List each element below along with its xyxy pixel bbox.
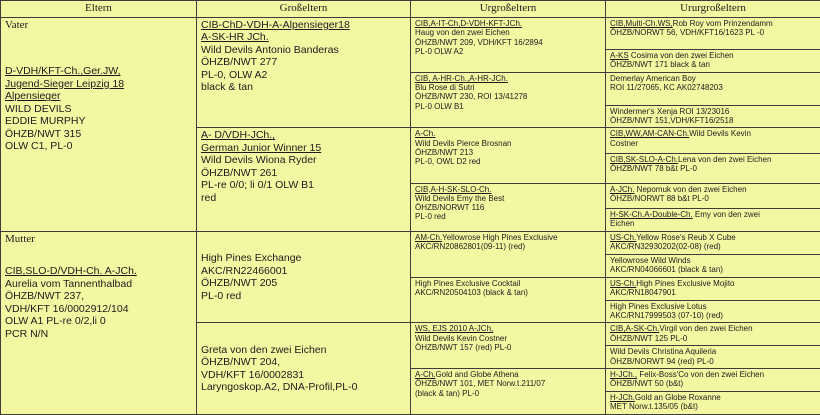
great-great-grandparent-cell — [606, 369, 820, 392]
title-line: CIB-ChD-VDH-A-Alpensieger18 — [201, 18, 350, 31]
dog-name: Emy von den zwei — [692, 209, 760, 219]
title-line — [610, 393, 816, 402]
title-line — [415, 233, 601, 242]
info-line: ÖHZB/NWT 315 — [5, 127, 82, 140]
info-line: ÖHZB/NWT 230, ROI 13/41278 — [415, 92, 528, 102]
dog-name: Rob Roy vom Prinzendamm — [672, 18, 773, 28]
dog-name: Wild Devils Kevin — [689, 129, 751, 139]
info-line: PL-0 OLW A2 — [415, 46, 464, 56]
info-line: MET Norw.t.135/05 (b&t) — [610, 402, 698, 412]
info-line: ÖHZB/NWT 157 (red) PL-0 — [415, 342, 512, 352]
title-prefix: CIB, A-HR-Ch.,A-HR-JCh. — [415, 73, 508, 83]
header-urgrosseltern: Urgroßeltern — [411, 1, 606, 18]
info-line: PL-0 OLW B1 — [415, 101, 464, 111]
title-line — [610, 324, 816, 333]
info-line: AKC/RN17999503 (07-10) (red) — [610, 310, 723, 320]
info-line: ÖHZB/NWT 50 (b&t) — [610, 379, 684, 389]
title-line — [610, 279, 816, 288]
info-line: ÖHZB/NORWT 88 b&t PL-0 — [610, 193, 709, 203]
info-line: Demerlay American Boy — [610, 73, 696, 83]
info-line: Wild Devils Antonio Banderas — [201, 43, 339, 56]
great-great-grandparent-cell — [606, 128, 820, 153]
grandparent-cell — [197, 231, 411, 323]
info-line: ÖHZB/NWT 237, — [5, 290, 85, 303]
info-line: WILD DEVILS — [5, 102, 72, 115]
title-line: Jugend-Sieger Leipzig 18 — [5, 77, 125, 90]
title-line — [610, 129, 816, 138]
great-great-grandparent-cell — [606, 254, 820, 277]
grandparent-cell — [197, 323, 411, 415]
info-line: Wild Devils Emy the Best — [415, 193, 505, 203]
title-line — [415, 129, 601, 138]
info-line: Costner — [610, 138, 639, 148]
info-line: High Pines Exclusive Lotus — [610, 301, 707, 311]
info-line: PL-0, OLW A2 — [201, 68, 268, 81]
header-ururgrosseltern: Ururgroßeltern — [606, 1, 820, 18]
father-cell — [1, 17, 197, 231]
info-line: ÖHZB/NWT 277 — [201, 56, 278, 69]
title-line — [415, 74, 601, 83]
great-grandparent-cell — [411, 277, 606, 323]
title-line — [610, 19, 816, 28]
title-prefix: A-Ch. — [415, 370, 436, 380]
great-great-grandparent-cell — [606, 183, 820, 208]
info-line: OLW A1 PL-re 0/2,li 0 — [5, 315, 106, 328]
info-line: Wild Devils Christina Aquileria — [610, 347, 717, 357]
great-grandparent-cell — [411, 231, 606, 277]
great-grandparent-cell — [411, 323, 606, 369]
title-prefix: CIB,A-H-SK-SLO-Ch. — [415, 184, 492, 194]
info-line: ÖHZB/NWT 213 — [415, 147, 474, 157]
info-line: VDH/KFT 16/0002912/104 — [5, 302, 129, 315]
title-line — [415, 324, 601, 333]
title-line: CIB,SLO-D/VDH-Ch. A-JCh. — [5, 265, 137, 278]
dog-name: Felix-Boss'Co von den zwei Eichen — [637, 370, 765, 380]
info-line: High Pines Exchange — [201, 252, 302, 265]
header-eltern: Eltern — [1, 1, 197, 18]
title-line: D-VDH/KFT-Ch.,Ger.JW, — [5, 65, 121, 78]
info-line: VDH/KFT 16/0002831 — [201, 368, 305, 381]
title-prefix: WS, EJS 2010 A-JCh, — [415, 324, 494, 334]
mother-label: Mutter — [5, 232, 35, 245]
great-great-grandparent-cell — [606, 277, 820, 300]
dog-name: Lena von den zwei Eichen — [678, 154, 772, 164]
info-line: ÖHZB/NWT 204, — [201, 356, 281, 369]
great-grandparent-cell — [411, 72, 606, 128]
great-grandparent-cell — [411, 128, 606, 183]
title-prefix: A-Ch. — [415, 129, 436, 139]
info-line: Windermer's Xenja ROI 13/23016 — [610, 106, 730, 116]
title-line — [415, 185, 601, 194]
title-line — [610, 51, 816, 60]
info-line: PL-0 red — [201, 289, 242, 302]
info-line: Yellowrose Wild Winds — [610, 255, 691, 265]
title-line — [610, 185, 816, 194]
info-line: (black & tan) PL-0 — [415, 388, 480, 398]
info-line: ÖHZB/NORWT 116 — [415, 203, 485, 213]
header-row — [1, 1, 820, 18]
title-line — [610, 155, 816, 164]
dog-name: Nepomuk von den zwei Eichen — [634, 184, 747, 194]
info-line: ROI 11/27065, KC AK02748203 — [610, 82, 723, 92]
info-line: ÖHZB/NWT 151,VDH/KFT16/2518 — [610, 115, 734, 125]
info-line: red — [201, 191, 217, 204]
great-great-grandparent-cell — [606, 105, 820, 128]
header-grosseltern: Großeltern — [197, 1, 411, 18]
dog-name: Gold an Globe Roxanne — [634, 393, 721, 403]
dog-name: Virgil von den zwei Eichen — [659, 324, 753, 334]
title-prefix: H-JCh., — [610, 370, 638, 380]
info-line: OLW C1, PL-0 — [5, 140, 73, 153]
grandparent-cell — [197, 128, 411, 231]
title-line: A-SK-HR JCh. — [201, 31, 269, 44]
dog-name: Gold and Globe Athena — [435, 370, 519, 380]
info-line: ÖHZB/NWT 209, VDH/KFT 16/2894 — [415, 37, 543, 47]
info-line: ÖHZB/NWT 101, MET Norw.t.211/07 — [415, 379, 546, 389]
title-prefix: A-KS — [610, 50, 629, 60]
title-prefix: CIB,WW,AM-CAN-Ch. — [610, 129, 690, 139]
info-line: Wild Devils Pierce Brosnan — [415, 138, 512, 148]
info-line: Aurelia vom Tannenthalbad — [5, 277, 133, 290]
title-prefix: US-Ch. — [610, 278, 637, 288]
dog-name: Yellow Rose's Reub X Cube — [636, 232, 736, 242]
info-line: ÖHZB/NWT 205 — [201, 277, 278, 290]
title-prefix: CIB,A-IT-Ch,D-VDH-KFT-JCh. — [415, 18, 523, 28]
info-line: PL-0, OWL D2 red — [415, 157, 481, 167]
title-line — [610, 370, 816, 379]
title-line — [610, 210, 816, 219]
info-line: High Pines Exclusive Cocktail — [415, 278, 521, 288]
info-line: EDDIE MURPHY — [5, 115, 86, 128]
info-line: PL-re 0/0; li 0/1 OLW B1 — [201, 179, 315, 192]
great-great-grandparent-cell — [606, 231, 820, 254]
great-great-grandparent-cell — [606, 17, 820, 49]
info-line: Wild Devils Kevin Costner — [415, 333, 508, 343]
great-grandparent-cell — [411, 17, 606, 72]
info-line: AKC/RN32930202(02-08) (red) — [610, 242, 721, 252]
info-line: Blu Rose di Sutri — [415, 82, 475, 92]
title-line: A- D/VDH-JCh., — [201, 129, 276, 142]
title-prefix: A-JCh. — [610, 184, 635, 194]
great-grandparent-cell — [411, 369, 606, 415]
info-line: ÖHZB/NWT 171 black & tan — [610, 60, 710, 70]
info-line: ÖHZB/NWT 125 PL-0 — [610, 333, 688, 343]
great-great-grandparent-cell — [606, 49, 820, 72]
title-prefix: CIB,A-SK-Ch. — [610, 324, 660, 334]
info-line: AKC/RN18047901 — [610, 287, 676, 297]
great-great-grandparent-cell — [606, 323, 820, 346]
great-great-grandparent-cell — [606, 346, 820, 369]
title-prefix: CIB,Multi-Ch.WS, — [610, 18, 673, 28]
great-great-grandparent-cell — [606, 72, 820, 105]
title-prefix: H-JCh. — [610, 393, 635, 403]
info-line: Greta von den zwei Eichen — [201, 343, 327, 356]
great-great-grandparent-cell — [606, 300, 820, 323]
info-line: ÖHZB/NORWT 56, VDH/KFT16/1623 PL -0 — [610, 28, 765, 38]
info-line: PL-0 red — [415, 212, 446, 222]
info-line: AKC/RN20862801(09-11) (red) — [415, 242, 526, 252]
dog-name: Yellowrose High Pines Exclusive — [442, 232, 558, 242]
great-great-grandparent-cell — [606, 153, 820, 183]
dog-name: High Pines Exclusive Mojito — [636, 278, 735, 288]
info-line: PCR N/N — [5, 327, 49, 340]
father-label: Vater — [5, 18, 29, 31]
info-line: Wild Devils Wiona Ryder — [201, 154, 317, 167]
info-line: black & tan — [201, 81, 253, 94]
title-prefix: CIB,SK-SLO-A-Ch. — [610, 154, 679, 164]
title-prefix: AM-Ch. — [415, 232, 443, 242]
grandparent-cell — [197, 17, 411, 127]
title-line: Alpensieger — [5, 90, 61, 103]
title-line — [415, 19, 601, 28]
title-line — [415, 370, 601, 379]
info-line: Eichen — [610, 219, 635, 229]
info-line: ÖHZB/NWT 261 — [201, 166, 278, 179]
title-line: German Junior Winner 15 — [201, 141, 322, 154]
info-line: Haug von den zwei Eichen — [415, 28, 510, 38]
mother-cell — [1, 231, 197, 414]
title-line — [610, 233, 816, 242]
info-line: ÖHZB/NWT 78 b&t PL-0 — [610, 164, 697, 174]
info-line: Laryngoskop.A2, DNA-Profil,PL-0 — [201, 381, 358, 394]
great-grandparent-cell — [411, 183, 606, 231]
title-prefix: US-Ch. — [610, 232, 637, 242]
info-line: AKC/RN20504103 (black & tan) — [415, 287, 528, 297]
dog-name: Cosima von den zwei Eichen — [628, 50, 734, 60]
great-great-grandparent-cell — [606, 392, 820, 415]
great-great-grandparent-cell — [606, 208, 820, 231]
info-line: AKC/RN22466001 — [201, 264, 288, 277]
info-line: AKC/RN04066601 (black & tan) — [610, 265, 723, 275]
info-line: ÖHZB/NORWT 94 (red) PL-0 — [610, 356, 714, 366]
title-prefix: H-SK-Ch.A-Double-Ch. — [610, 209, 693, 219]
